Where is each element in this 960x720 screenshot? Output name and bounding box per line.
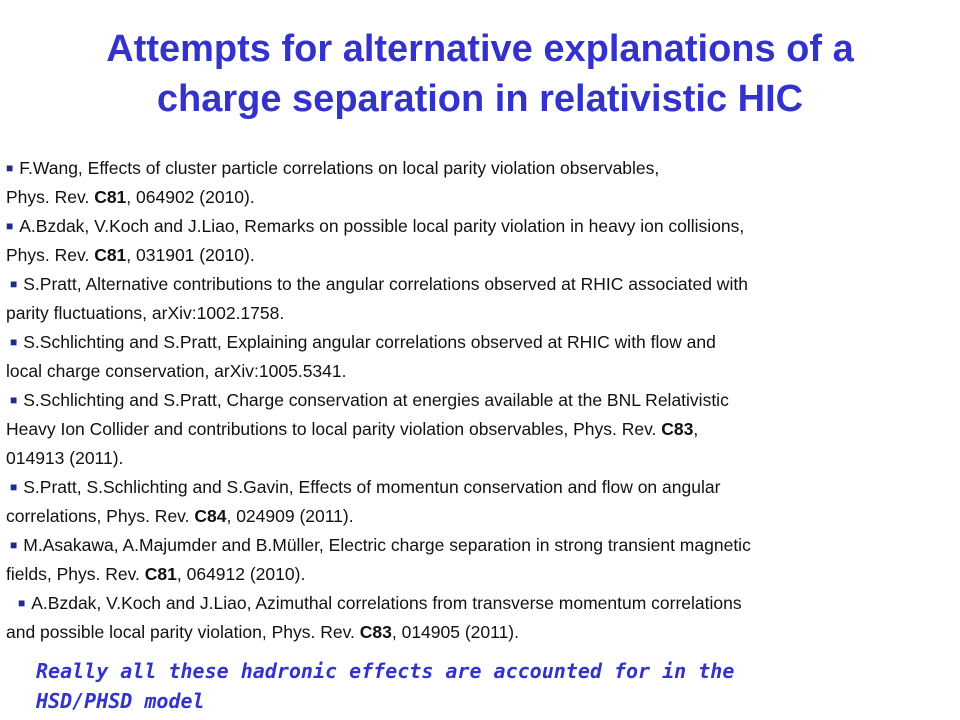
journal-volume: C83 — [359, 622, 392, 642]
reference-text: S.Pratt, S.Schlichting and S.Gavin, Effects of momentun conservation and flow on angular — [23, 477, 721, 497]
reference-line — [6, 444, 951, 473]
bullet-square-icon: ■ — [10, 538, 18, 552]
reference-line — [6, 154, 951, 183]
reference-list — [6, 154, 951, 647]
reference-text: correlations, Phys. Rev. — [6, 506, 195, 526]
slide-title-line-2: charge separation in relativistic HIC — [156, 78, 804, 120]
reference-item — [6, 212, 951, 270]
reference-line — [6, 270, 951, 299]
reference-text: , 024909 (2011). — [226, 506, 354, 526]
bullet-square-icon: ■ — [18, 596, 26, 610]
bullet-square-icon: ■ — [10, 480, 18, 494]
reference-item — [6, 531, 951, 589]
reference-line — [6, 473, 951, 502]
reference-line — [6, 357, 951, 386]
reference-text: Phys. Rev. — [6, 245, 95, 265]
reference-line — [6, 212, 951, 241]
slide-title — [0, 24, 960, 124]
journal-volume: C81 — [144, 564, 177, 584]
bullet-square-icon: ■ — [10, 335, 18, 349]
bullet-square-icon: ■ — [10, 393, 18, 407]
reference-item — [6, 328, 951, 386]
reference-item — [6, 589, 951, 647]
reference-item — [6, 270, 951, 328]
reference-item — [6, 386, 951, 473]
reference-item — [6, 473, 951, 531]
reference-text: A.Bzdak, V.Koch and J.Liao, Remarks on possible local parity violation in heavy ion collisions, — [19, 216, 745, 236]
reference-text: , 064912 (2010). — [176, 564, 306, 584]
reference-line — [6, 299, 951, 328]
reference-text: , 031901 (2010). — [126, 245, 255, 265]
reference-text: , 064902 (2010). — [126, 187, 255, 207]
reference-line — [6, 241, 951, 270]
bullet-square-icon: ■ — [6, 161, 14, 175]
journal-volume: C84 — [194, 506, 227, 526]
reference-text: local charge conservation, arXiv:1005.5341. — [6, 361, 347, 381]
reference-line — [6, 328, 951, 357]
reference-item — [6, 154, 951, 212]
slide-title-line-1: Attempts for alternative explanations of a — [106, 28, 854, 70]
reference-text: S.Pratt, Alternative contributions to the angular correlations observed at RHIC associated with — [23, 274, 748, 294]
reference-line — [6, 183, 951, 212]
reference-text: , — [693, 419, 699, 439]
bullet-square-icon: ■ — [6, 219, 14, 233]
reference-line — [6, 618, 951, 647]
journal-volume: C81 — [94, 245, 127, 265]
reference-text: Heavy Ion Collider and contributions to local parity violation observables, Phys. Rev. — [6, 419, 662, 439]
bullet-square-icon: ■ — [10, 277, 18, 291]
reference-text: S.Schlichting and S.Pratt, Charge conservation at energies available at the BNL Relativistic — [23, 390, 729, 410]
reference-text: fields, Phys. Rev. — [6, 564, 145, 584]
reference-text: M.Asakawa, A.Majumder and B.Müller, Electric charge separation in strong transient magnetic — [23, 535, 751, 555]
footer-note-line-1: Really all these hadronic effects are accounted for in the — [36, 659, 735, 683]
reference-line — [6, 589, 951, 618]
reference-text: , 014905 (2011). — [391, 622, 519, 642]
footer-note-line-2: HSD/PHSD model — [36, 689, 205, 713]
reference-text: Phys. Rev. — [6, 187, 95, 207]
reference-line — [6, 415, 951, 444]
reference-line — [6, 560, 951, 589]
reference-text: and possible local parity violation, Phys. Rev. — [6, 622, 360, 642]
footer-note — [36, 656, 936, 716]
reference-text: S.Schlichting and S.Pratt, Explaining angular correlations observed at RHIC with flow and — [23, 332, 716, 352]
reference-text: A.Bzdak, V.Koch and J.Liao, Azimuthal correlations from transverse momentum correlations — [31, 593, 742, 613]
reference-text: 014913 (2011). — [6, 448, 124, 468]
reference-line — [6, 531, 951, 560]
journal-volume: C83 — [661, 419, 694, 439]
reference-line — [6, 386, 951, 415]
reference-text: F.Wang, Effects of cluster particle correlations on local parity violation observables, — [19, 158, 660, 178]
reference-line — [6, 502, 951, 531]
journal-volume: C81 — [94, 187, 127, 207]
reference-text: parity fluctuations, arXiv:1002.1758. — [6, 303, 285, 323]
